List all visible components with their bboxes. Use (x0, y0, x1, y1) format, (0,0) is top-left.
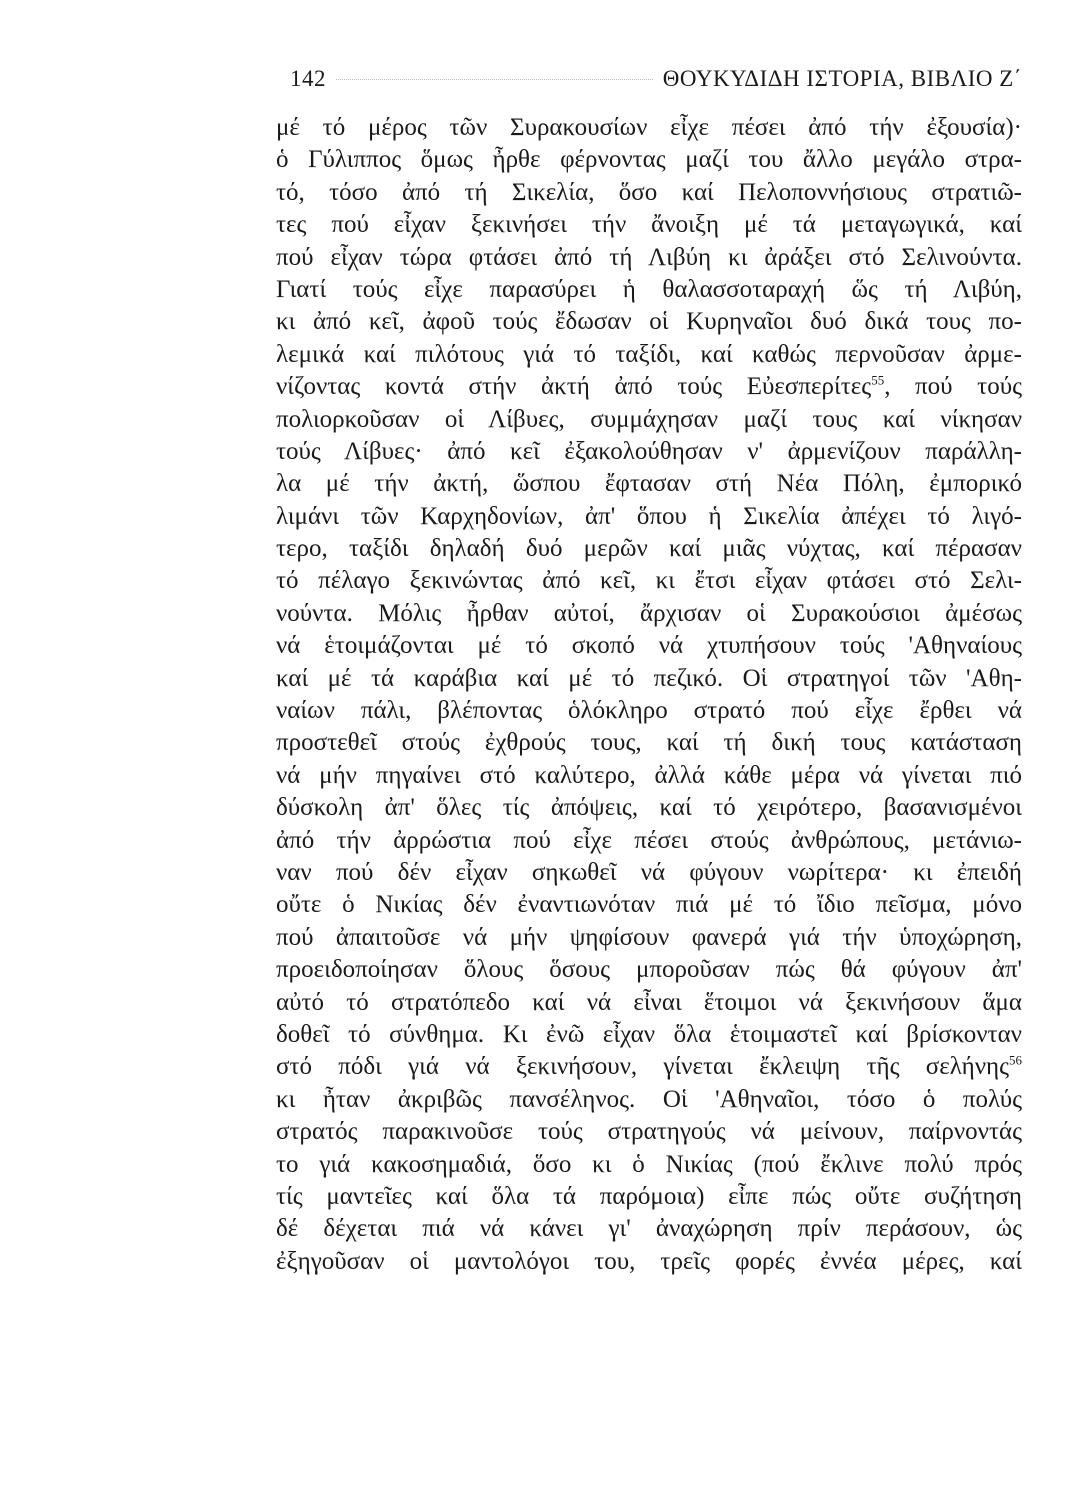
text-line: λιμάνι τῶν Καρχηδονίων, ἀπ' ὅπου ἡ Σικελία ἀπέχει τό λιγό- (276, 502, 1022, 530)
text-line: νά ἑτοιμάζονται μέ τό σκοπό νά χτυπήσουν τούς 'Αθηναίους (276, 632, 1022, 660)
header-rule (336, 79, 653, 80)
footnote-marker-56[interactable]: 56 (1009, 1053, 1022, 1068)
page-number: 142 (290, 66, 326, 91)
text-line: πολιορκοῦσαν οἱ Λίβυες, συμμάχησαν μαζί τους καί νίκησαν (276, 405, 1022, 433)
text-line: μέ τό μέρος τῶν Συρακουσίων εἶχε πέσει ἀπό τήν ἐξουσία)· (276, 114, 1022, 141)
text-line: νούντα. Μόλις ἦρθαν αὐτοί, ἄρχισαν οἱ Συρακούσιοι ἀμέσως (276, 599, 1022, 627)
text-segment: νίζοντας κοντά στήν ἀκτή ἀπό τούς Εὐεσπερίτες (276, 373, 872, 401)
text-line: ἐξηγοῦσαν οἱ μαντολόγοι του, τρεῖς φορές ἐννέα μέρες, καί (276, 1247, 1022, 1275)
text-line: δοθεῖ τό σύνθημα. Κι ἐνῶ εἶχαν ὅλα ἑτοιμαστεῖ καί βρίσκονταν (276, 1020, 1022, 1048)
text-line: δέ δέχεται πιά νά κάνει γι' ἀναχώρηση πρίν περάσουν, ὡς (276, 1215, 1022, 1243)
text-line: ἀπό τήν ἀρρώστια πού εἶχε πέσει στούς ἀνθρώπους, μετάνιω- (276, 826, 1022, 854)
text-line: νά μήν πηγαίνει στό καλύτερο, ἀλλά κάθε μέρα νά γίνεται πιό (276, 761, 1022, 789)
body-text (276, 112, 1022, 1278)
footnote-marker-55[interactable]: 55 (871, 372, 885, 388)
text-line: δύσκολη ἀπ' ὅλες τίς ἀπόψεις, καί τό χειρότερο, βασανισμένοι (276, 794, 1022, 822)
running-head (290, 66, 1022, 96)
text-line: αὐτό τό στρατόπεδο καί νά εἶναι ἕτοιμοι νά ξεκινήσουν ἅμα (276, 988, 1022, 1016)
text-line: τερο, ταξίδι δηλαδή δυό μερῶν καί μιᾶς νύχτας, καί πέρασαν (276, 535, 1022, 563)
text-line: ναίων πάλι, βλέποντας ὁλόκληρο στρατό πού εἶχε ἔρθει νά (276, 697, 1022, 725)
text-line: τίς μαντεῖες καί ὅλα τά παρόμοια) εἶπε πώς οὔτε συζήτηση (276, 1182, 1022, 1210)
text-line: προστεθεῖ στούς ἐχθρούς τους, καί τή δική τους κατάσταση (276, 729, 1022, 757)
text-line: λεμικά καί πιλότους γιά τό ταξίδι, καί καθώς περνοῦσαν ἀρμε- (276, 340, 1022, 368)
text-line: το γιά κακοσημαδιά, ὅσο κι ὁ Νικίας (πού ἔκλινε πολύ πρός (276, 1150, 1022, 1178)
text-line: προειδοποίησαν ὅλους ὅσους μποροῦσαν πώς θά φύγουν ἀπ' (276, 956, 1022, 984)
text-line-with-footnote (276, 371, 1022, 403)
text-line: τό πέλαγο ξεκινώντας ἀπό κεῖ, κι ἔτσι εἶχαν φτάσει στό Σελι- (276, 567, 1022, 595)
text-line: καί μέ τά καράβια καί μέ τό πεζικό. Οἱ στρατηγοί τῶν 'Αθη- (276, 664, 1022, 692)
text-line: τες πού εἶχαν ξεκινήσει τήν ἄνοιξη μέ τά μεταγωγικά, καί (276, 211, 1022, 239)
text-line: πού εἶχαν τώρα φτάσει ἀπό τή Λιβύη κι ἀράξει στό Σελινούντα. (276, 243, 1022, 271)
text-line: οὔτε ὁ Νικίας δέν ἐναντιωνόταν πιά μέ τό ἴδιο πεῖσμα, μόνο (276, 891, 1022, 919)
text-line: στρατός παρακινοῦσε τούς στρατηγούς νά μείνουν, παίρνοντάς (276, 1118, 1022, 1146)
text-segment: στό πόδι γιά νά ξεκινήσουν, γίνεται ἔκλειψη τῆς σελήνης (276, 1053, 1009, 1081)
text-line: λα μέ τήν ἀκτή, ὥσπου ἔφτασαν στή Νέα Πόλη, ἐμπορικό (276, 470, 1022, 498)
text-line: πού ἀπαιτοῦσε νά μήν ψηφίσουν φανερά γιά τήν ὑποχώρηση, (276, 923, 1022, 951)
text-line: κι ἦταν ἀκριβῶς πανσέληνος. Οἱ 'Αθηναῖοι, τόσο ὁ πολύς (276, 1085, 1022, 1113)
text-line: τούς Λίβυες· ἀπό κεῖ ἐξακολούθησαν ν' ἀρμενίζουν παράλλη- (276, 437, 1022, 465)
text-segment: , πού τούς (884, 373, 1023, 401)
text-line: κι ἀπό κεῖ, ἀφοῦ τούς ἔδωσαν οἱ Κυρηναῖοι δυό δικά τους πο- (276, 308, 1022, 336)
text-line: Γιατί τούς εἶχε παρασύρει ἡ θαλασσοταραχή ὥς τή Λιβύη, (276, 275, 1022, 303)
running-title: ΘΟΥΚΥΔΙΔΗ ΙΣΤΟΡΙΑ, ΒΙΒΛΙΟ Ζ΄ (662, 66, 1022, 91)
text-line: ὁ Γύλιππος ὅμως ἦρθε φέρνοντας μαζί του ἄλλο μεγάλο στρα- (276, 146, 1022, 174)
text-line: τό, τόσο ἀπό τή Σικελία, ὅσο καί Πελοποννήσιους στρατιῶ- (276, 178, 1022, 206)
text-line-with-footnote (276, 1051, 1022, 1083)
text-line: ναν πού δέν εἶχαν σηκωθεῖ νά φύγουν νωρίτερα· κι ἐπειδή (276, 858, 1022, 886)
